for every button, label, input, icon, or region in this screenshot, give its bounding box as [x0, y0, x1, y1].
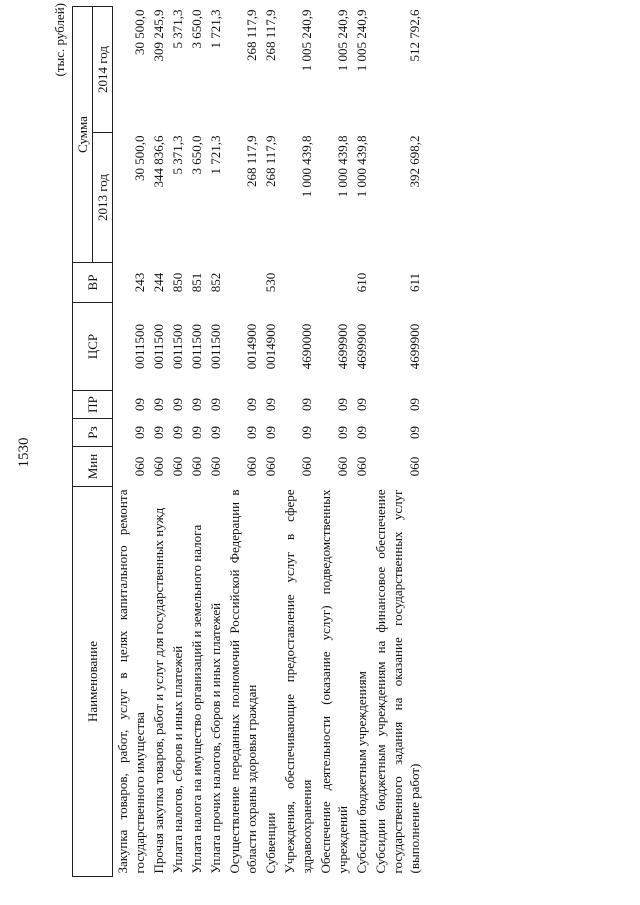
row-sum-2013: 30 500,0: [132, 135, 147, 181]
row-sum-2014: 1 005 240,9: [299, 9, 314, 72]
row-rz: 09: [132, 426, 147, 439]
row-pr: 09: [354, 398, 369, 411]
row-csr: 4699900: [354, 323, 369, 370]
row-min: 060: [354, 456, 369, 477]
row-sum-2014: 30 500,0: [132, 9, 147, 55]
table-row: [113, 7, 150, 877]
row-pr: 09: [151, 398, 166, 411]
row-vr: 852: [208, 272, 223, 293]
row-min: 060: [263, 456, 278, 477]
row-sum-2014: 512 792,6: [407, 9, 422, 62]
page-number: 1530: [16, 437, 32, 468]
row-csr: 4699900: [335, 323, 350, 370]
table-row: [316, 7, 352, 877]
row-sum-2014: 268 117,9: [244, 9, 259, 62]
row-name: Прочая закупка товаров, работ и услуг для государственных нужд: [151, 507, 166, 874]
row-pr: 09: [335, 398, 350, 411]
header-min: Мин: [73, 447, 113, 487]
header-rz: Рз: [73, 419, 113, 447]
header-csr: ЦСР: [73, 303, 113, 391]
row-vr: 243: [132, 272, 147, 293]
row-rz: 09: [299, 426, 314, 439]
row-min: 060: [299, 456, 314, 477]
row-name: Уплата налога на имущество организаций и земельного налога: [189, 524, 204, 874]
row-min: 060: [151, 456, 166, 477]
table-row: [280, 7, 316, 877]
header-row: [73, 7, 93, 877]
row-min: 060: [132, 456, 147, 477]
row-pr: 09: [170, 398, 185, 411]
row-min: 060: [244, 456, 259, 477]
row-sum-2013: 392 698,2: [407, 135, 422, 188]
row-sum-2013: 5 371,3: [170, 135, 185, 175]
row-sum-2013: 268 117,9: [263, 135, 278, 188]
row-sum-2014: 1 005 240,9: [354, 9, 369, 72]
row-csr: 0011500: [132, 323, 147, 370]
row-pr: 09: [132, 398, 147, 411]
row-sum-2013: 1 721,3: [208, 135, 223, 175]
row-rz: 09: [244, 426, 259, 439]
header-vr: ВР: [73, 263, 113, 303]
row-min: 060: [407, 456, 422, 477]
row-sum-2013: 1 000 439,8: [354, 135, 369, 198]
row-min: 060: [208, 456, 223, 477]
table-row: [187, 7, 206, 877]
row-name: Осуществление переданных полномочий Российской Федерации в области охраны здоровья граждан: [227, 489, 259, 874]
row-pr: 09: [208, 398, 223, 411]
row-csr: 0011500: [170, 323, 185, 370]
table-row: [371, 7, 424, 877]
table-row: [261, 7, 280, 877]
row-rz: 09: [208, 426, 223, 439]
header-sum: Сумма: [73, 7, 93, 263]
table-row: [225, 7, 261, 877]
row-vr: 850: [170, 272, 185, 293]
row-min: 060: [170, 456, 185, 477]
row-vr: 530: [263, 272, 278, 293]
row-sum-2013: 344 836,6: [151, 135, 166, 188]
table-row: [168, 7, 187, 877]
table-row: [149, 7, 168, 877]
row-vr: 611: [407, 272, 422, 293]
row-csr: 0014900: [263, 323, 278, 370]
row-name: Закупка товаров, работ, услуг в целях капитального ремонта государственного имущества: [115, 489, 147, 874]
row-vr: [280, 263, 316, 303]
row-vr: 851: [189, 272, 204, 293]
header-name: Наименование: [73, 487, 113, 877]
row-rz: 09: [407, 426, 422, 439]
row-name: Обеспечение деятельности (оказание услуг) подведомственных учреждений: [318, 489, 350, 874]
row-pr: 09: [263, 398, 278, 411]
header-2014: 2014 год: [93, 7, 113, 133]
row-name: Субвенции: [263, 812, 278, 874]
row-rz: 09: [335, 426, 350, 439]
row-csr: 0011500: [151, 323, 166, 370]
table-row: [352, 7, 371, 877]
row-pr: 09: [299, 398, 314, 411]
row-name: Субсидии бюджетным учреждениям на финансовое обеспечение государственного задания на оказание государственных услуг (выполнение работ): [373, 489, 422, 874]
row-rz: 09: [151, 426, 166, 439]
row-sum-2013: 1 000 439,8: [299, 135, 314, 198]
row-sum-2013: 1 000 439,8: [335, 135, 350, 198]
row-csr: 0011500: [189, 323, 204, 370]
row-pr: 09: [244, 398, 259, 411]
row-vr: 610: [354, 272, 369, 293]
row-vr: 244: [151, 272, 166, 293]
header-pr: ПР: [73, 391, 113, 419]
row-sum-2014: 5 371,3: [170, 9, 185, 49]
row-sum-2014: 309 245,9: [151, 9, 166, 62]
row-sum-2014: 268 117,9: [263, 9, 278, 62]
row-pr: 09: [407, 398, 422, 411]
row-rz: 09: [189, 426, 204, 439]
row-sum-2014: 1 721,3: [208, 9, 223, 49]
row-sum-2013: 3 650,0: [189, 135, 204, 175]
row-min: 060: [335, 456, 350, 477]
row-vr: [316, 263, 352, 303]
row-csr: 0014900: [244, 323, 259, 370]
budget-table: [72, 6, 424, 877]
table-row: [206, 7, 225, 877]
row-name: Уплата прочих налогов, сборов и иных платежей: [208, 602, 223, 874]
header-2013: 2013 год: [93, 133, 113, 263]
row-sum-2014: 1 005 240,9: [335, 9, 350, 72]
row-pr: 09: [189, 398, 204, 411]
row-sum-2013: 268 117,9: [244, 135, 259, 188]
row-sum-2014: 3 650,0: [189, 9, 204, 49]
row-rz: 09: [170, 426, 185, 439]
row-name: Уплата налогов, сборов и иных платежей: [170, 645, 185, 874]
row-rz: 09: [263, 426, 278, 439]
table-body: [113, 7, 425, 877]
row-vr: [225, 263, 261, 303]
units-label: (тыс. рублей): [52, 3, 67, 77]
row-min: 060: [189, 456, 204, 477]
row-name: Субсидии бюджетным учреждениям: [354, 671, 369, 874]
row-csr: 4690000: [299, 323, 314, 370]
row-rz: 09: [354, 426, 369, 439]
row-name: Учреждения, обеспечивающие предоставление услуг в сфере здравоохранения: [282, 489, 314, 874]
row-csr: 0011500: [208, 323, 223, 370]
row-csr: 4699900: [407, 323, 422, 370]
